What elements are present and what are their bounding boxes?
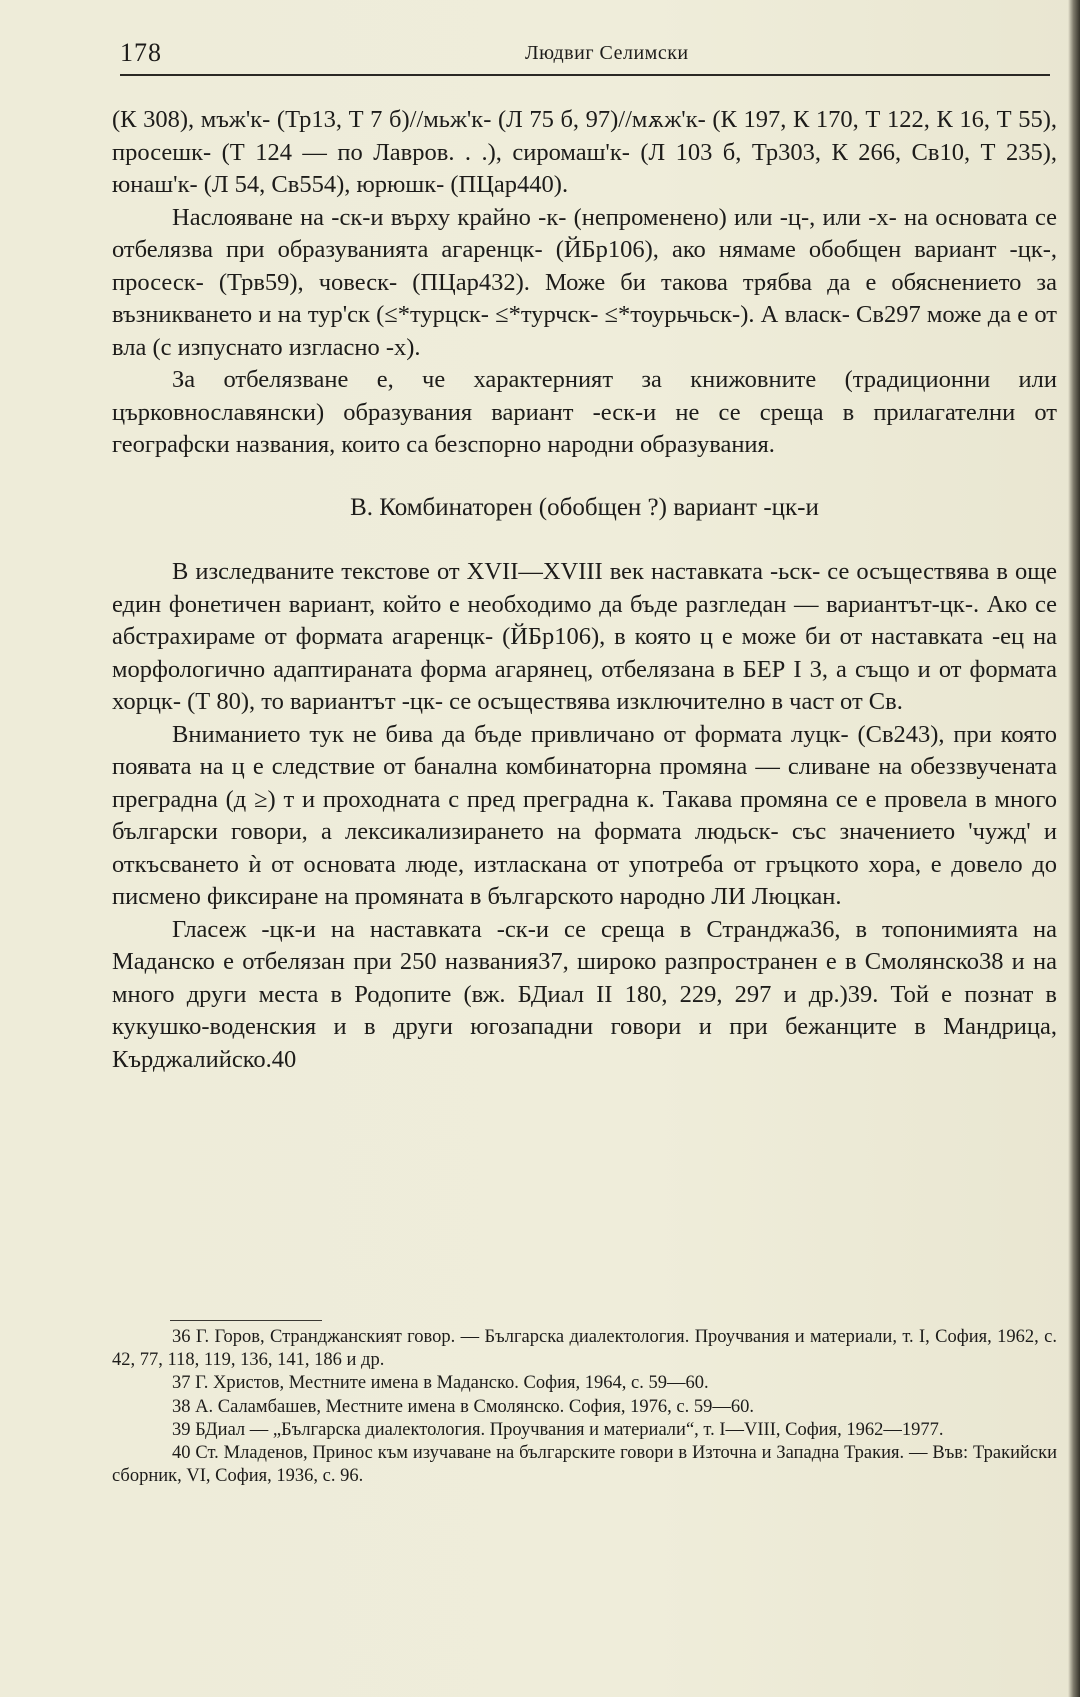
footnote-39: 39 БДиал — „Българска диалектология. Проучвания и материали“, т. I—VIII, София, 1962—1977. <box>172 1419 944 1440</box>
footnote-rule <box>170 1320 322 1321</box>
paragraph: Наслояване на -ск-и върху крайно -к- (непроменено) или -ц-, или -х- на основата се отбелязва при образуванията агаренцк- (ЙБр106), ако нямаме обобщен вариант -цк-, просеск- (Трв59), човеск- (ПЦар432). Може би такова трябва да е обяснението за възникването и на тур'ск (≤*турцск- ≤*турчск- ≤*тоурьчьск-). А власк- Св297 може да е от вла (с изпуснато изгласно -х). <box>112 203 1057 361</box>
header-rule <box>120 74 1050 76</box>
paragraph: В изследваните текстове от XVII—XVIII век наставката -ьск- се осъществява в още един фонетичен вариант, който е необходимо да бъде разгледан — вариантът-цк-. Ако се абстрахираме от формата агаренцк- (ЙБр106), в която ц е може би от наставката -ец на морфологично адаптираната форма агарянец, отбелязана в БЕР I 3, а също и от формата хорцк- (Т 80), то вариантът -цк- се осъществява изключително в част от Св. <box>112 558 1057 715</box>
footnotes <box>112 1326 1057 1488</box>
footnote-36: 36 Г. Горов, Странджанският говор. — Българска диалектология. Проучвания и материали, т. I, София, 1962, с. 42, 77, 118, 119, 136, 141, 186 и др. <box>112 1327 1057 1371</box>
paragraph-continued: (К 308), мъж'к- (Тр13, Т 7 б)//мьж'к- (Л 75 б, 97)//мѫж'к- (К 197, К 170, Т 122, К 16, Т 55), просешк- (Т 124 — по Лавров. . .), сиромаш'к- (Л 103 б, Тр303, К 266, Св10, Т 235), юнаш'к- (Л 54, Св554), юрюшк- (ПЦар440). <box>112 106 1057 198</box>
binding-edge-shadow <box>1068 0 1080 1697</box>
page-header <box>120 38 1050 68</box>
footnote-37: 37 Г. Христов, Местните имена в Маданско. София, 1964, с. 59—60. <box>172 1373 709 1394</box>
paragraph: За отбелязване е, че характерният за книжовните (традиционни или църковнославянски) образувания вариант -еск-и не се среща в прилагателни от географски названия, които са безспорно народни образувания. <box>112 366 1057 458</box>
paragraph: Гласеж -цк-и на наставката -ск-и се среща в Странджа36, в топонимията на Маданско е отбелязан при 250 названия37, широко разпространен е в Смолянско38 и на много други места в Родопите (вж. БДиал II 180, 229, 297 и др.)39. Той е познат в кукушко-воденския и в други югозападни говори и при бежанците в Мандрица, Кърджалийско.40 <box>112 915 1057 1073</box>
section-heading: В. Комбинаторен (обобщен ?) вариант -цк-и <box>350 493 819 521</box>
page-number: 178 <box>120 38 162 67</box>
running-head: Людвиг Селимски <box>525 42 689 64</box>
footnote-38: 38 А. Саламбашев, Местните имена в Смолянско. София, 1976, с. 59—60. <box>172 1396 755 1417</box>
main-text <box>112 104 1057 1076</box>
footnote-40: 40 Ст. Младенов, Принос към изучаване на българските говори в Източна и Западна Тракия. — Във: Тракийски сборник, VI, София, 1936, с. 96. <box>112 1443 1057 1487</box>
paragraph: Вниманието тук не бива да бъде привличано от формата луцк- (Св243), при която появата на ц е следствие от банална комбинаторна промяна — сливане на обеззвучената преградна (д ≥) т и проходната с пред преградна к. Такава промяна се е провела в много български говори, а лексикализирането на формата людьск- със значението 'чужд' и откъсването ѝ от основата люде, изтласкана от употреба от гръцкото хора, е довело до писмено фиксиране на промяната в българското народно ЛИ Люцкан. <box>112 720 1057 910</box>
